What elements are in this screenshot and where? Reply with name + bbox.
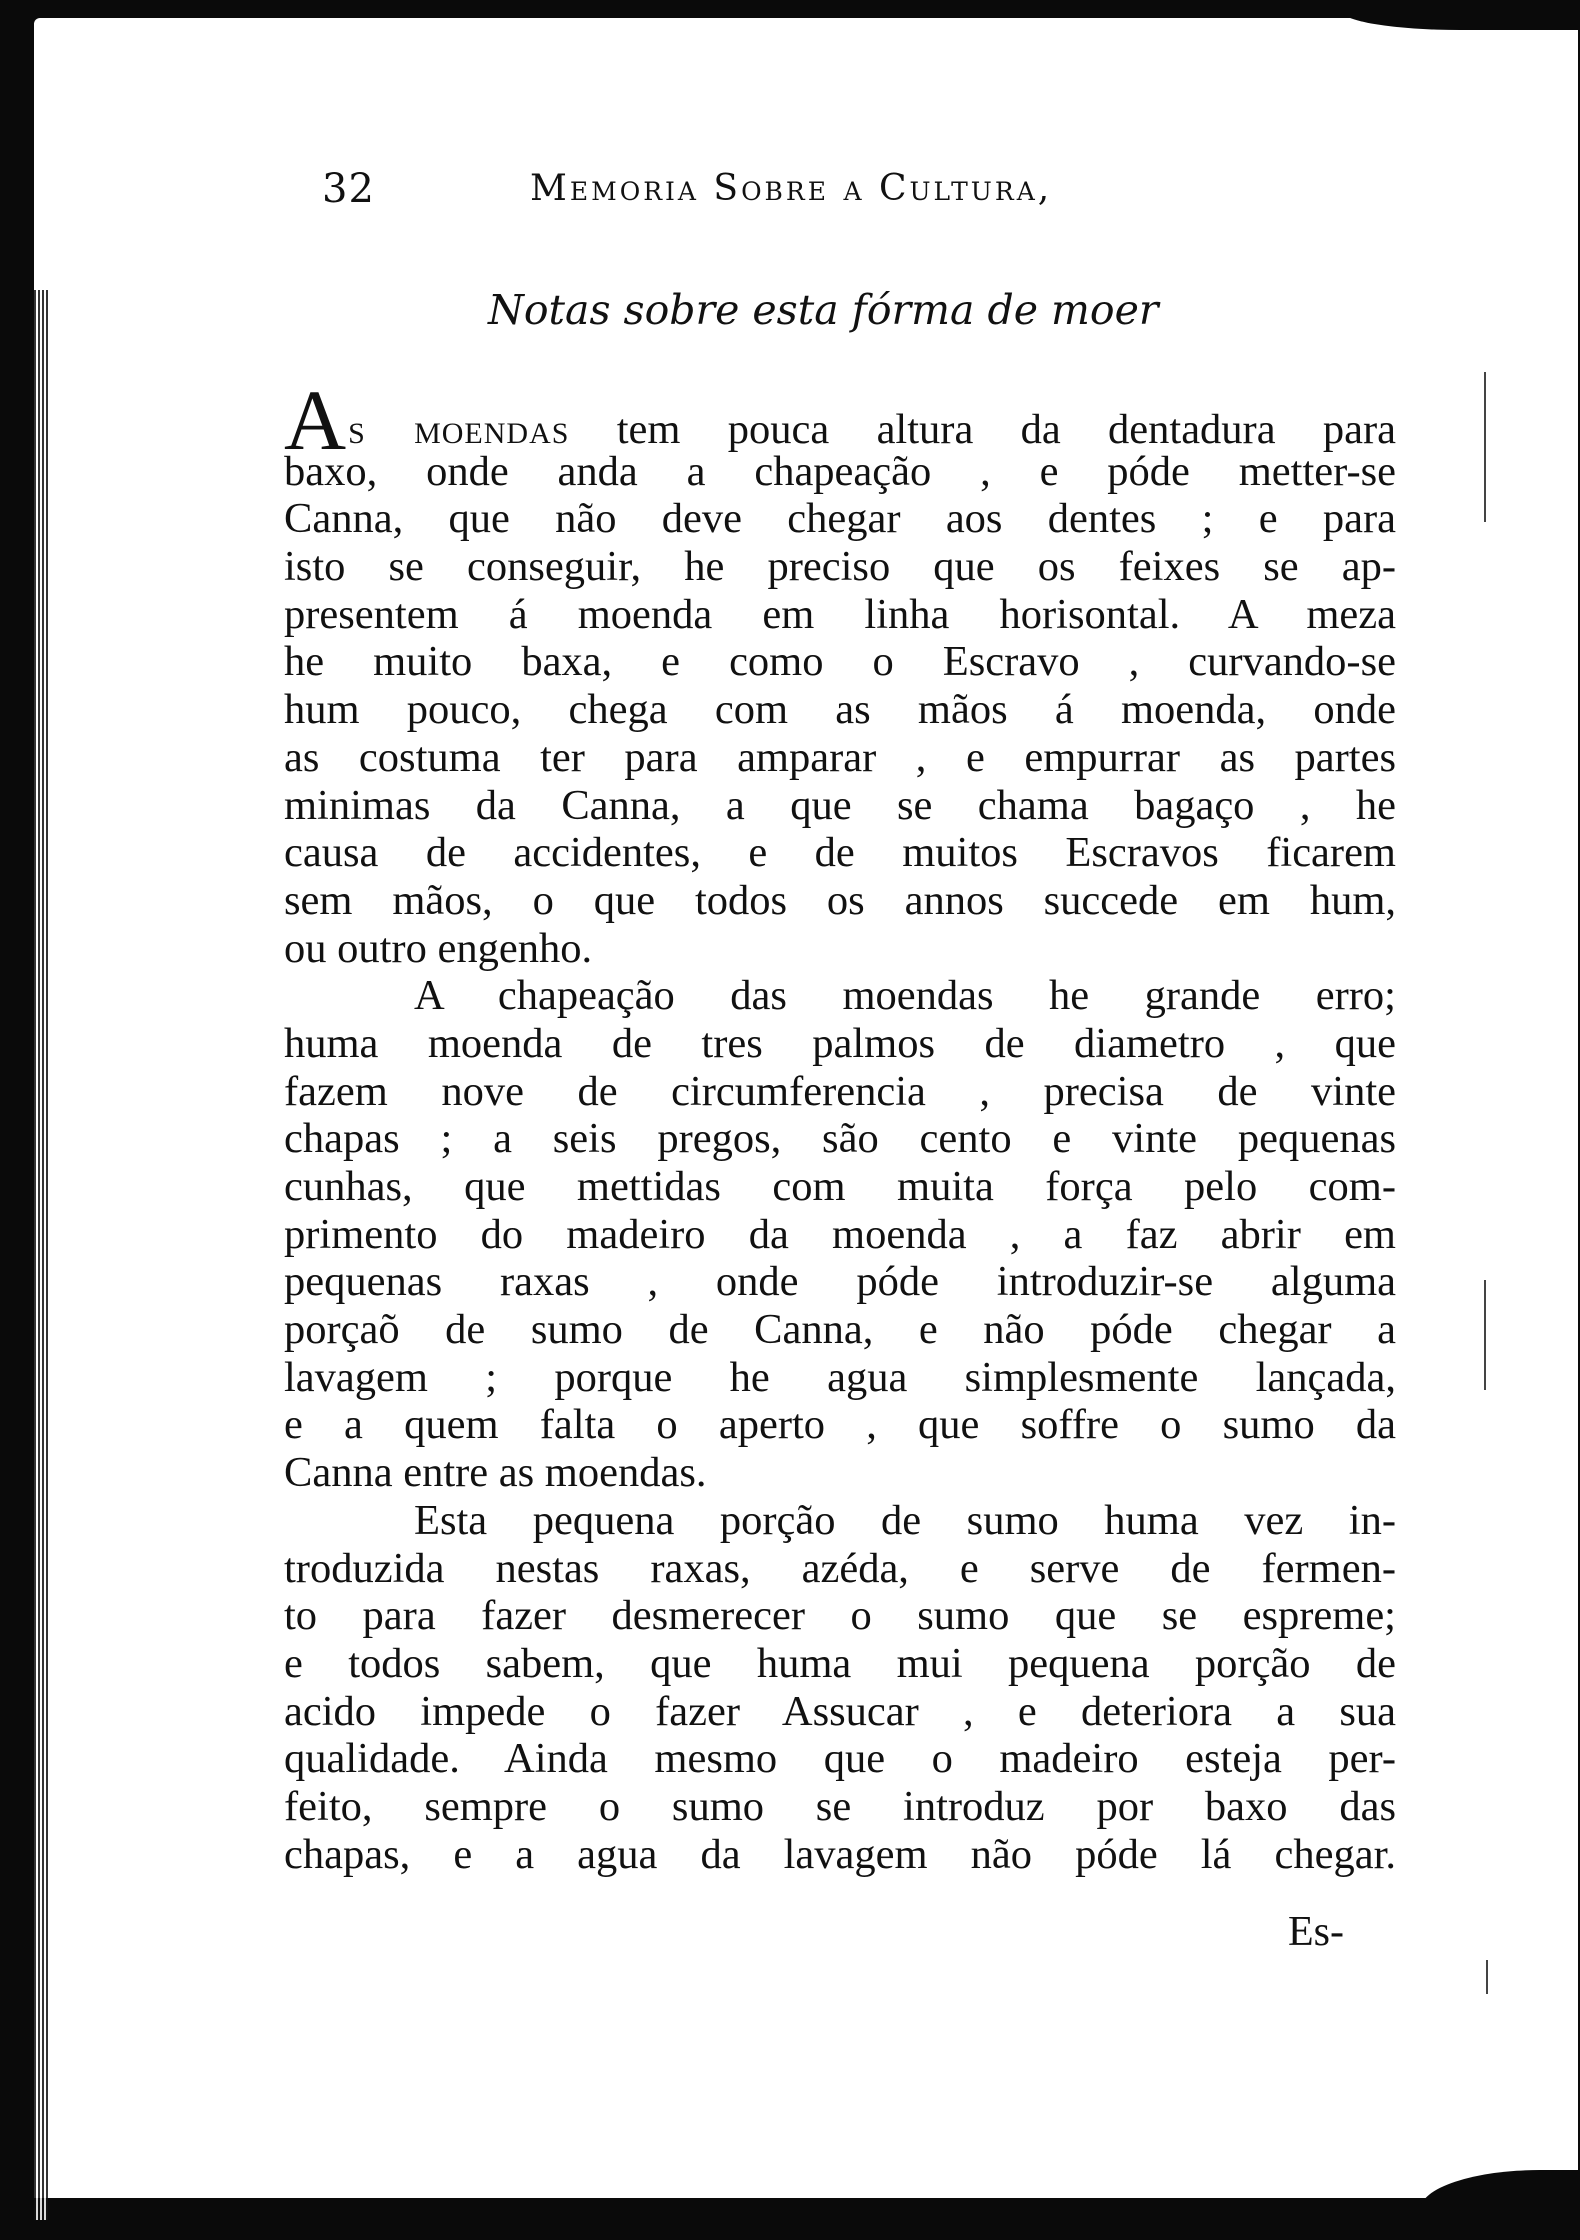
page-number: 32 [322, 166, 375, 212]
section-title: Notas sobre esta fórma de moer [488, 286, 1159, 334]
catchword: Es- [1288, 1909, 1344, 1955]
text-line: Esta pequena porção de sumo huma vez in- [414, 1496, 1396, 1544]
text-line: e a quem falta o aperto , que soffre o sumo da [284, 1401, 1396, 1449]
running-title: Memoria Sobre a Cultura, [530, 168, 1053, 209]
text-line: lavagem ; porque he agua simplesmente lançada, [284, 1353, 1396, 1401]
text-line: ou outro engenho. [284, 924, 593, 972]
text-line [284, 372, 1397, 468]
body-text [284, 372, 1397, 1878]
text-line: baxo, onde anda a chapeação , e póde metter-se [284, 447, 1396, 495]
page-header [0, 166, 1578, 226]
text-line: sem mãos, o que todos os annos succede em hum, [284, 876, 1396, 924]
text-line: A chapeação das moendas he grande erro; [414, 972, 1396, 1020]
text-line: acido impede o fazer Assucar , e deteriora a sua [284, 1687, 1396, 1735]
text-line: fazem nove de circumferencia , precisa de vinte [284, 1067, 1396, 1115]
line-text: tem pouca altura da dentadura para [569, 406, 1397, 453]
margin-rule [1484, 1280, 1486, 1390]
text-line: presentem á moenda em linha horisontal. A meza [284, 590, 1396, 638]
text-line: hum pouco, chega com as mãos á moenda, onde [284, 686, 1396, 734]
text-line: cunhas, que mettidas com muita força pelo com- [284, 1163, 1396, 1210]
text-line: feito, sempre o sumo se introduz por baxo das [284, 1782, 1396, 1830]
text-line: minimas da Canna, a que se chama bagaço , he [284, 781, 1396, 829]
text-line: troduzida nestas raxas, azéda, e serve de fermen- [284, 1544, 1396, 1592]
margin-rule [1484, 372, 1486, 522]
text-line: chapas ; a seis pregos, são cento e vinte pequenas [284, 1115, 1396, 1163]
text-line: Canna, que não deve chegar aos dentes ; e para [284, 495, 1396, 543]
text-line: causa de accidentes, e de muitos Escravos ficarem [284, 829, 1396, 877]
text-line: as costuma ter para amparar , e empurrar as partes [284, 733, 1396, 781]
text-line: he muito baxa, e como o Escravo , curvando-se [284, 638, 1396, 686]
text-line: porçaõ de sumo de Canna, e não póde chegar a [284, 1306, 1396, 1354]
text-line: isto se conseguir, he preciso que os feixes se ap- [284, 543, 1396, 591]
binding-edge [34, 290, 48, 2220]
text-line: pequenas raxas , onde póde introduzir-se alguma [284, 1258, 1396, 1306]
text-line: huma moenda de tres palmos de diametro , que [284, 1019, 1396, 1067]
drop-cap: A [284, 372, 347, 468]
text-line: Canna entre as moendas. [284, 1449, 707, 1497]
text-line: primento do madeiro da moenda , a faz abrir em [284, 1210, 1396, 1258]
lead-small-caps: s moendas [348, 406, 570, 453]
text-line: chapas, e a agua da lavagem não póde lá chegar. [284, 1830, 1396, 1878]
text-line: to para fazer desmerecer o sumo que se espreme; [284, 1592, 1396, 1640]
text-line: e todos sabem, que huma mui pequena porção de [284, 1639, 1396, 1687]
text-line: qualidade. Ainda mesmo que o madeiro esteja per- [284, 1735, 1396, 1783]
margin-rule [1486, 1960, 1488, 1994]
